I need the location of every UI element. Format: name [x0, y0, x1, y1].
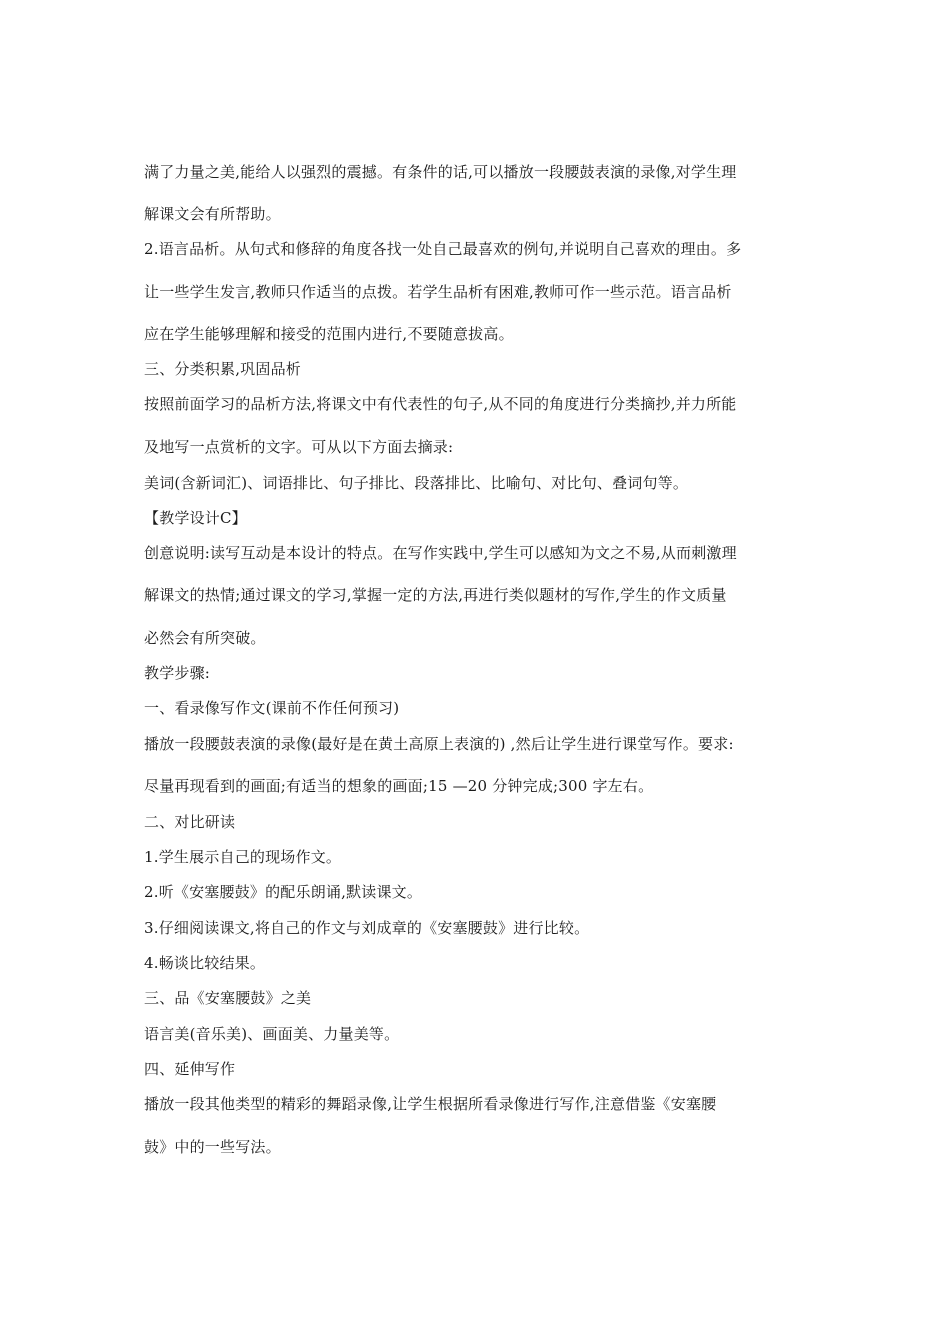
text-line: 语言美(音乐美)、画面美、力量美等。: [144, 1025, 400, 1043]
section-heading: 四、延伸写作: [144, 1060, 236, 1078]
list-item: 4.畅谈比较结果。: [144, 954, 266, 972]
text-line: 创意说明:读写互动是本设计的特点。在写作实践中,学生可以感知为文之不易,从而刺激理: [144, 544, 737, 562]
list-item: 2.听《安塞腰鼓》的配乐朗诵,默读课文。: [144, 883, 423, 901]
text-line: 应在学生能够理解和接受的范围内进行,不要随意拔高。: [144, 325, 514, 343]
text-line: 鼓》中的一些写法。: [144, 1138, 281, 1156]
text-line: 及地写一点赏析的文字。可从以下方面去摘录:: [144, 438, 454, 456]
section-heading: 【教学设计C】: [144, 509, 247, 527]
text-line: 让一些学生发言,教师只作适当的点拨。若学生品析有困难,教师可作一些示范。语言品析: [144, 283, 732, 301]
section-heading: 一、看录像写作文(课前不作任何预习): [144, 699, 400, 717]
text-line: 美词(含新词汇)、词语排比、句子排比、段落排比、比喻句、对比句、叠词句等。: [144, 474, 689, 492]
text-line: 满了力量之美,能给人以强烈的震撼。有条件的话,可以播放一段腰鼓表演的录像,对学生理: [144, 163, 737, 181]
section-heading: 二、对比研读: [144, 813, 236, 831]
text-line: 2.语言品析。从句式和修辞的角度各找一处自己最喜欢的例句,并说明自己喜欢的理由。多: [144, 240, 742, 258]
text-line: 解课文的热情;通过课文的学习,掌握一定的方法,再进行类似题材的写作,学生的作文质量: [144, 586, 727, 604]
text-line: 解课文会有所帮助。: [144, 205, 281, 223]
text-line: 尽量再现看到的画面;有适当的想象的画面;15 —20 分钟完成;300 字左右。: [144, 777, 654, 795]
section-heading: 三、分类积累,巩固品析: [144, 360, 301, 378]
list-item: 3.仔细阅读课文,将自己的作文与刘成章的《安塞腰鼓》进行比较。: [144, 919, 590, 937]
text-line: 按照前面学习的品析方法,将课文中有代表性的句子,从不同的角度进行分类摘抄,并力所能: [144, 395, 737, 413]
text-line: 必然会有所突破。: [144, 629, 266, 647]
section-heading: 三、品《安塞腰鼓》之美: [144, 989, 312, 1007]
text-line: 播放一段其他类型的精彩的舞蹈录像,让学生根据所看录像进行写作,注意借鉴《安塞腰: [144, 1095, 717, 1113]
text-line: 播放一段腰鼓表演的录像(最好是在黄土高原上表演的) ,然后让学生进行课堂写作。要求:: [144, 735, 734, 753]
list-item: 1.学生展示自己的现场作文。: [144, 848, 342, 866]
section-heading: 教学步骤:: [144, 664, 211, 682]
